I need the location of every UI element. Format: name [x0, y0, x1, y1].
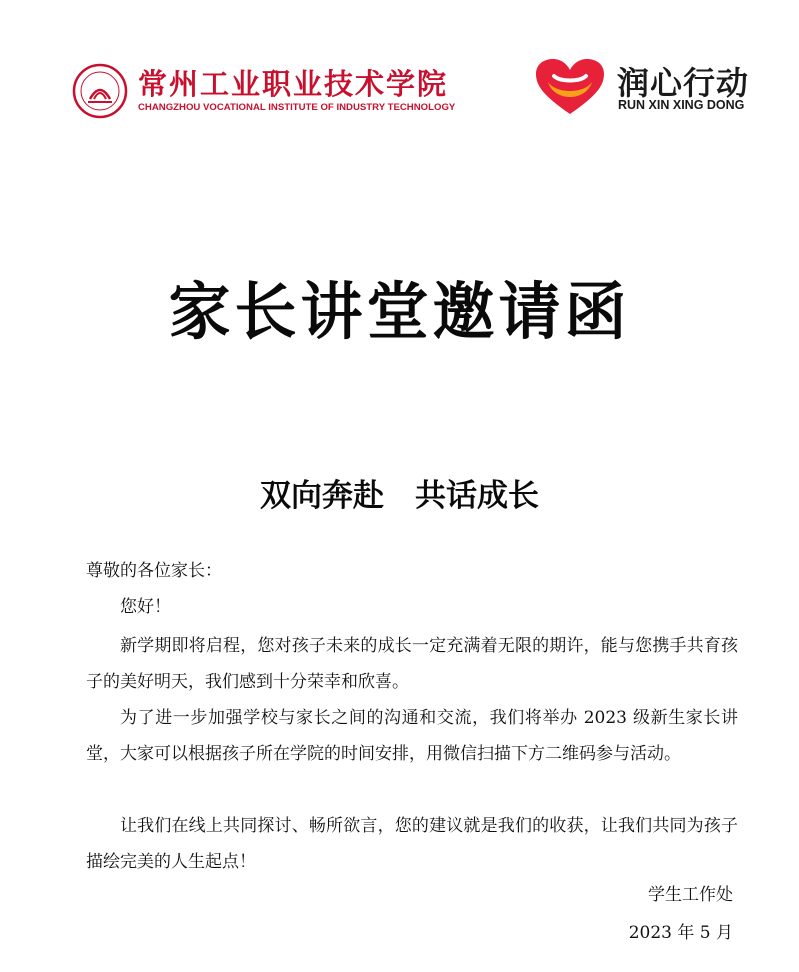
- letter-greeting: 您好！: [120, 597, 171, 617]
- institution-name-cn: 常州工业职业技术学院: [138, 67, 449, 101]
- heart-logo-icon: [534, 58, 606, 116]
- document-title: 家长讲堂邀请函: [168, 275, 631, 348]
- document-subtitle: 双向奔赴 共话成长: [260, 478, 539, 514]
- letter-salutation: 尊敬的各位家长：: [86, 561, 222, 581]
- letterhead: [0, 0, 799, 130]
- letter-paragraph-1: 新学期即将启程，您对孩子未来的成长一定充满着无限的期许，能与您携手共育孩子的美好明天，我们感到十分荣幸和欣喜。: [86, 636, 738, 692]
- letter-signature: 学生工作处: [648, 885, 733, 905]
- brand-name-en: RUN XIN XING DONG: [618, 98, 745, 112]
- letter-paragraph-3: 让我们在线上共同探讨、畅所欲言，您的建议就是我们的收获，让我们共同为孩子描绘完美的人生起点！: [86, 816, 738, 872]
- brand-name-cn: 润心行动: [617, 64, 750, 102]
- institution-seal-logo: [72, 63, 128, 119]
- letter-paragraph-2: 为了进一步加强学校与家长之间的沟通和交流，我们将举办 2023 级新生家长讲堂，大家可以根据孩子所在学院的时间安排，用微信扫描下方二维码参与活动。: [86, 708, 738, 764]
- institution-name-en: CHANGZHOU VOCATIONAL INSTITUTE OF INDUSTRY TECHNOLOGY: [138, 102, 456, 113]
- letter-date: 2023 年 5 月: [628, 923, 733, 943]
